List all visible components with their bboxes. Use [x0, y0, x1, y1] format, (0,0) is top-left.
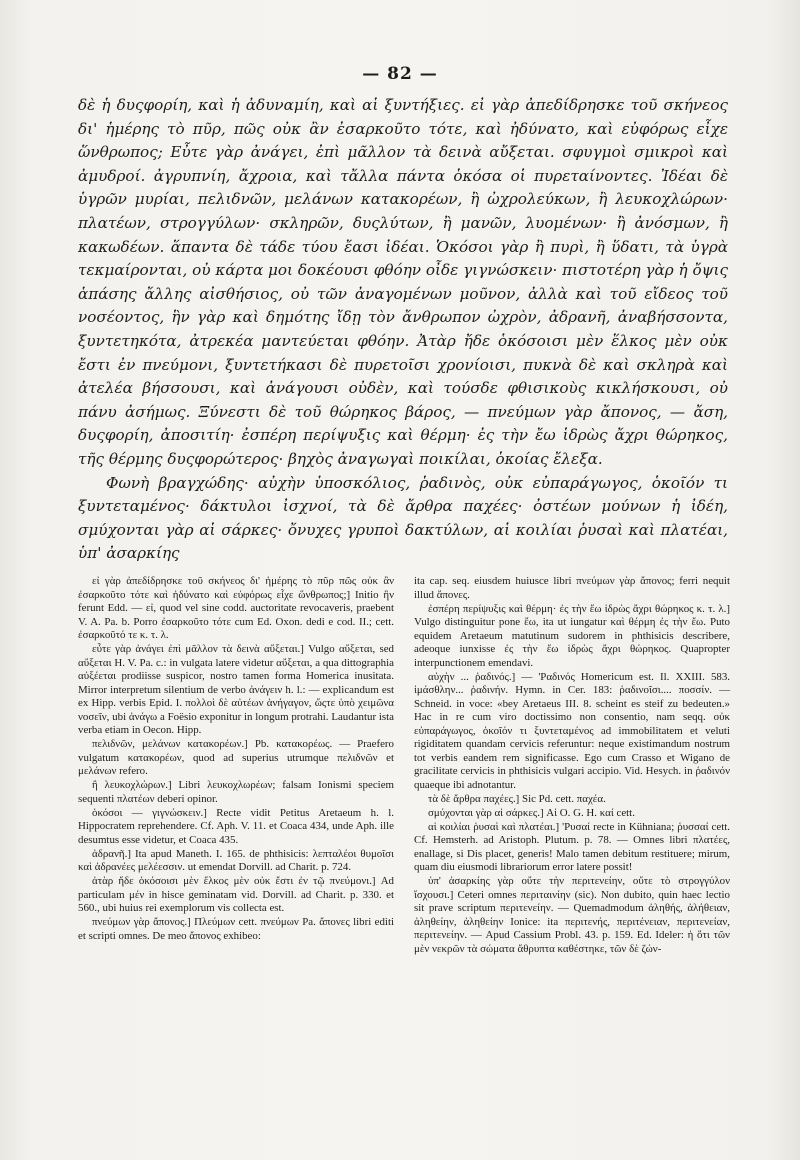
note: ἀδρανῆ.] Ita apud Maneth. I. 165. de phthisicis: λεπταλέοι θυμοῖσι καὶ ἀδρανέες μελέεσσιν. ut emendat Dorvill. ad Charit. p. 724.: [78, 847, 394, 873]
note: τὰ δὲ ἄρθρα παχέες.] Sic Pd. cett. παχέα.: [428, 792, 606, 805]
note: αὐχὴν ... ῥαδινός.] — 'Ραδινός Homericum est. Il. XXIII. 583. ἱμάσθλην... ῥαδινήν. Hymn. in Cer. 183: ῥαδινοῖσι.... ποσσίν. — Schneid. in voce: «bey Aretaeus III. 8. scheint es steif zu bedeuten.» Hac in re cum viro doctissimo non consentio, nam seqq. οὐκ εὐπαράγωγος, ὁκοῖόν τι ξυντεταμένος ad immobilitatem et veluti rigiditatem quandam cervicis referuntur: neque existimandum nostrum tot verbis eandem rem significasse. Ego cum Crasso et Wigano de gracilitate cervicis in phthisicis vulgari accipio. Vid. Hesych. in ῥαδινόν quaeque ibi adnotantur.: [414, 670, 730, 791]
note: ἀτὰρ ἤδε ὁκόσοισι μὲν ἕλκος μὲν οὐκ ἔστι ἐν τῷ πνεύμονι.] Ad particulam μέν in hisce geminatam vid. Dorvill. ad Charit. p. 330. et 560., ubi huius rei exemplorum vis collecta est.: [78, 875, 394, 914]
page-number: — 82 —: [362, 64, 438, 84]
note: ὑπ' ἀσαρκίης γὰρ οὔτε τὴν περιτενείην, οὔτε τὸ στρογγύλον ἴσχουσι.] Ceteri omnes περιταινίην (sic). Non dubito, quin haec lectio sit prave scriptum περιτενείην. — Quemadmodum ἀληθής, ἀλήθειαν, ἀληθείην, ἀληθείην Ionice: ita περιτενής, περιτένειαν, περιτενείαν, περιτενείην. — Apud Cassium Probl. 43. p. 159. Ed. Ideler: ἡ ὅτι τῶν μὲν νεκρῶν τὰ σώματα ἄθρυπτα καθέστηκε, τῶν δὲ ζών-: [414, 875, 730, 955]
main-paragraph: Φωνὴ βραγχώδης· αὐχὴν ὑποσκόλιος, ῥαδινὸς, οὐκ εὐπαράγωγος, ὁκοῖόν τι ξυντεταμένος· δάκτυλοι ἰσχνοί, τὰ δὲ ἄρθρα παχέες· ὀστέων μούνων ἡ ἰδέη, σμύχονται γὰρ αἱ σάρκες· ὄνυχες γρυποὶ δακτύλων, αἱ κοιλίαι ῥυσαὶ καὶ πλατέαι, ὑπ' ἀσαρκίης: [78, 473, 728, 563]
note: εἰ γὰρ ἀπεδίδρησκε τοῦ σκήνεος δι' ἡμέρης τὸ πῦρ πῶς οὐκ ἂν ἐσαρκοῦτο τότε καὶ ἠδύνατο καὶ εὐφόρως εἶχε ὥνθρωπος;] Initio ἣν ferunt Edd. — εἰ, quod vel sine codd. auctoritate revocaveris, praebent V. A. Pa. b. Porro ἐσαρκοῦτο τότε cum Ed. Oxon. dedi e cod. II.; cett. ἐσαρκοῦτό τε κ. τ. λ.: [78, 575, 394, 641]
note: ὁκόσοι — γιγνώσκειν.] Recte vidit Petitus Aretaeum h. l. Hippocratem reprehendere. Cf. Aph. V. 11. et Coaca 434, unde Aph. ille desumtus esse videtur, et Coaca 435.: [78, 806, 394, 846]
main-paragraph: δὲ ἡ δυςφορίη, καὶ ἡ ἀδυναμίη, καὶ αἱ ξυντήξιες. εἰ γὰρ ἀπεδίδρησκε τοῦ σκήνεος δι' ἡμέρης τὸ πῦρ, πῶς οὐκ ἂν ἐσαρκοῦτο τότε, καὶ ἠδύνατο, καὶ εὐφόρως εἶχε ὥνθρωπος; Εὖτε γὰρ ἀνάγει, ἐπὶ μᾶλλον τὰ δεινὰ αὔξεται. σφυγμοὶ σμικροὶ καὶ ἀμυδροί. ἀγρυπνίη, ἄχροια, καὶ τἄλλα πάντα ὁκόσα οἱ πυρεταίνοντες. Ἰδέαι δὲ ὑγρῶν μυρίαι, πελιδνῶν, μελάνων κατακορέων, ἢ ὠχρολεύκων, ἢ λευκοχλώρων· πλατέων, στρογγύλων· σκληρῶν, δυςλύτων, ἢ μανῶν, λυομένων· ἢ ἀνόσμων, ἢ κακωδέων. ἅπαντα δὲ τάδε τύου ἔασι ἰδέαι. Ὁκόσοι γὰρ ἢ πυρὶ, ἢ ὕδατι, τὰ ὑγρὰ τεκμαίρονται, οὐ κάρτα μοι δοκέουσι φθόην οἶδε γιγνώσκειν· πιστοτέρη γὰρ ἡ ὄψις ἁπάσης ἄλλης αἰσθήσιος, οὐ τῶν ἀναγομένων μοῦνον, ἀλλὰ καὶ τοῦ εἴδεος τοῦ νοσέοντος, ἣν γὰρ καὶ δημότης ἴδῃ τὸν ἄνθρωπον ὠχρὸν, ἀδρανῆ, ἀναβήσσοντα, ξυντετηκότα, ἀτρεκέα μαντεύεται φθόην. Ἀτὰρ ἤδε ὁκόσοισι μὲν ἕλκος μὲν οὐκ ἔστι ἐν πνεύμονι, ξυντετήκασι δὲ πυρετοῖσι χρονίοισι, πυκνὰ δὲ καὶ σκληρὰ καὶ ἀτελέα βήσσουσι, καὶ ἀνάγουσι οὐδὲν, καὶ τούσδε φθισικοὺς κικλήσκουσι, οὐ πάνυ ἀσήμως. Ξύνεστι δὲ τοῦ θώρηκος βάρος, — πνεύμων γὰρ ἄπονος, — ἄση, δυςφορίη, ἀποσιτίη· ἐσπέρη περίψυξις καὶ θέρμη· ἐς τὴν ἔω ἱδρὼς ἄχρι θώρηκος, τῆς θέρμης δυςφορώτερος· βηχὸς ἀναγωγαὶ ποικίλαι, ὁκοίας ἔλεξα.: [78, 96, 728, 468]
note: πελιδνῶν, μελάνων κατακορέων.] Pb. κατακορέως. — Praefero vulgatum κατακορέων, quod ad superius utrumque πελιδνῶν et μελάνων refero.: [78, 738, 394, 777]
note: ἐσπέρη περίψυξις καὶ θέρμη· ἐς τὴν ἔω ἱδρὼς ἄχρι θώρηκος κ. τ. λ.] Vulgo distinguitur pone ἔω, ita ut iungatur καὶ θέρμη ἐς τὴν ἔω. Puto equidem Aretaeum matutinum sudorem in phthisicis describere, adeoque iunxisse ἐς τὴν ἔω ἱδρὼς ἄχρι θώρηκος. Quapropter interpunctionem emendavi.: [414, 602, 730, 669]
greek-main-text: [78, 94, 728, 566]
note: πνεύμων γὰρ ἄπονος.] Πλεύμων cett. πνεύμων Pa. ἄπονες libri editi et scripti omnes. De meo ἄπονος exhibeo:: [78, 916, 394, 942]
note: εὖτε γὰρ ἀνάγει ἐπὶ μᾶλλον τὰ δεινὰ αὔξεται.] Vulgo αὔξεται, sed αὔξεται H. V. Pa. c.: in vulgata latere videtur αὔξεται, a qua dittographia αὐξέεται prodiisse suspicor, nostro tamen forma Homerica inusitata. Mirror interpretum silentium de verbo ἀνάγειν h. l.: — explicandum est ex Hipp. verbis Epid. I. πολλοὶ δὲ αὐτέων ἀνήγαγον, ὥςτε ὑπὸ χειμῶνα νοσεῖν, ubi ἀνάγω a Foësio exponitur in longum protrahi. Laudantur ista verba etiam in Oecon. Hipp.: [78, 643, 394, 736]
notes-column-right: [414, 575, 730, 957]
note: ita cap. seq. eiusdem huiusce libri πνεύμων γὰρ ἄπονος; ferri nequit illud ἄπονες.: [414, 575, 730, 601]
note: ἢ λευκοχλώρων.] Libri λευκοχλωρέων; falsam Ionismi speciem sequenti πλατέων deberi opinor.: [78, 779, 394, 805]
notes-column-left: [78, 575, 394, 957]
note: σμύχονται γὰρ αἱ σάρκες.] Aἱ O. G. H. καί cett.: [428, 806, 635, 819]
note: αἱ κοιλίαι ῥυσαὶ καὶ πλατέαι.] 'Ρυσαί recte in Kühniana; ῥυσσαί cett. Cf. Hemsterh. ad Aristoph. Plutum. p. 78. — Omnes libri πλατέες, enallage, si Dis placet, generis! Malo tamen debitum restituere; mirum, quam diu eiusmodi librariorum error latere possit!: [414, 820, 730, 873]
critical-notes: [78, 575, 730, 957]
